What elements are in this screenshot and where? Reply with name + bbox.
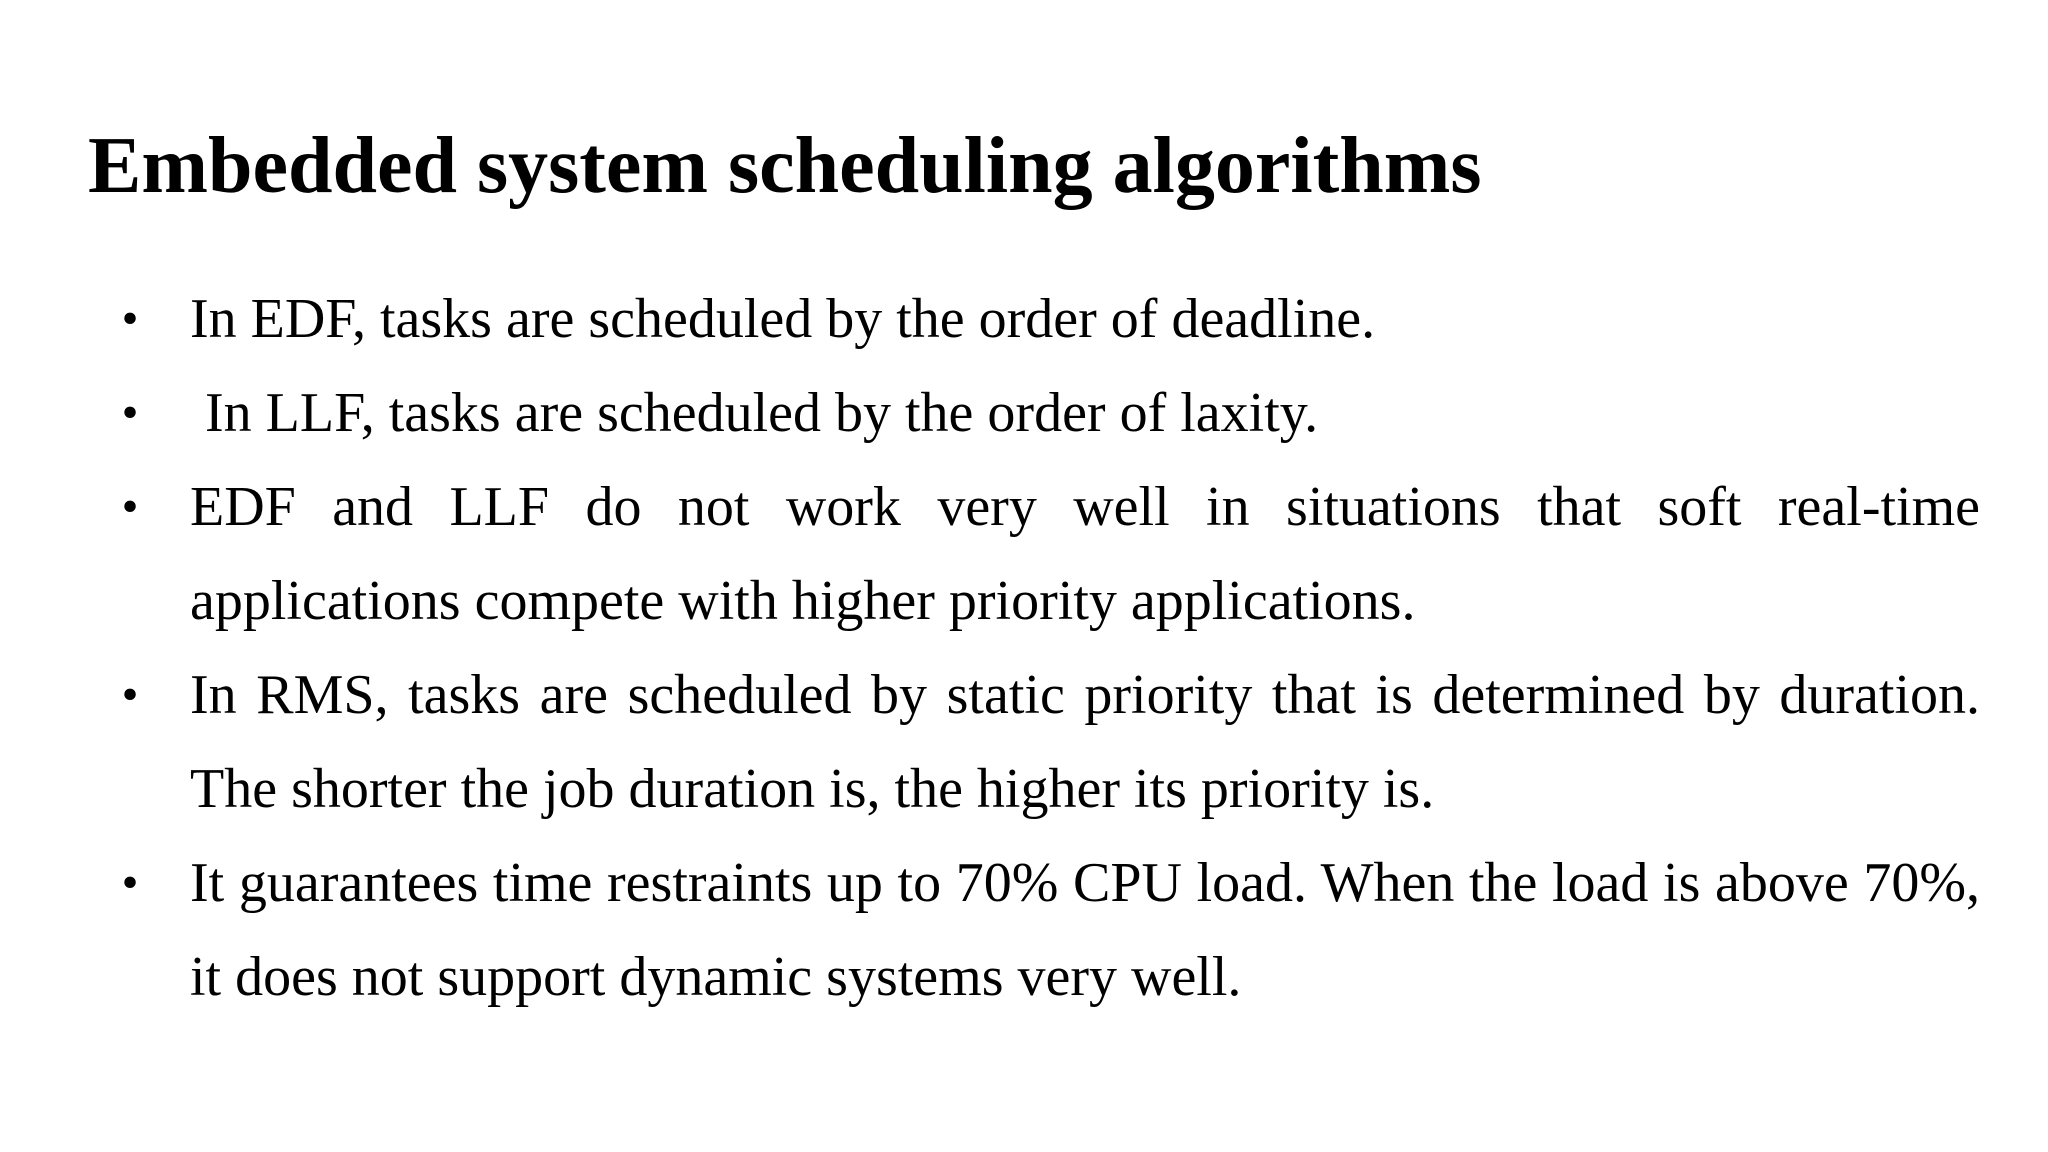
bullet-text: In LLF, tasks are scheduled by the order of laxity. (205, 382, 1319, 444)
bullet-icon: • (121, 292, 139, 345)
slide-title: Embedded system scheduling algorithms (88, 122, 1482, 210)
bullet-icon: • (121, 480, 139, 533)
bullet-text: In EDF, tasks are scheduled by the order of deadline. (190, 288, 1376, 350)
bullet-item (121, 648, 1980, 836)
bullet-icon: • (121, 668, 139, 721)
bullet-item (121, 836, 1980, 1024)
bullet-text: EDF and LLF do not work very well in situations that soft real-time applications compete with higher priority applications. (190, 476, 1980, 632)
bullet-icon: • (121, 856, 139, 909)
bullet-text: It guarantees time restraints up to 70% CPU load. When the load is above 70%, it does not support dynamic systems very well. (190, 852, 1980, 1008)
bullet-icon: • (121, 386, 139, 439)
bullet-item (121, 366, 1995, 460)
bullet-item (121, 460, 1980, 648)
bullet-item (121, 272, 1980, 366)
bullet-text: In RMS, tasks are scheduled by static priority that is determined by duration. The shorter the job duration is, the higher its priority is. (190, 664, 1980, 820)
